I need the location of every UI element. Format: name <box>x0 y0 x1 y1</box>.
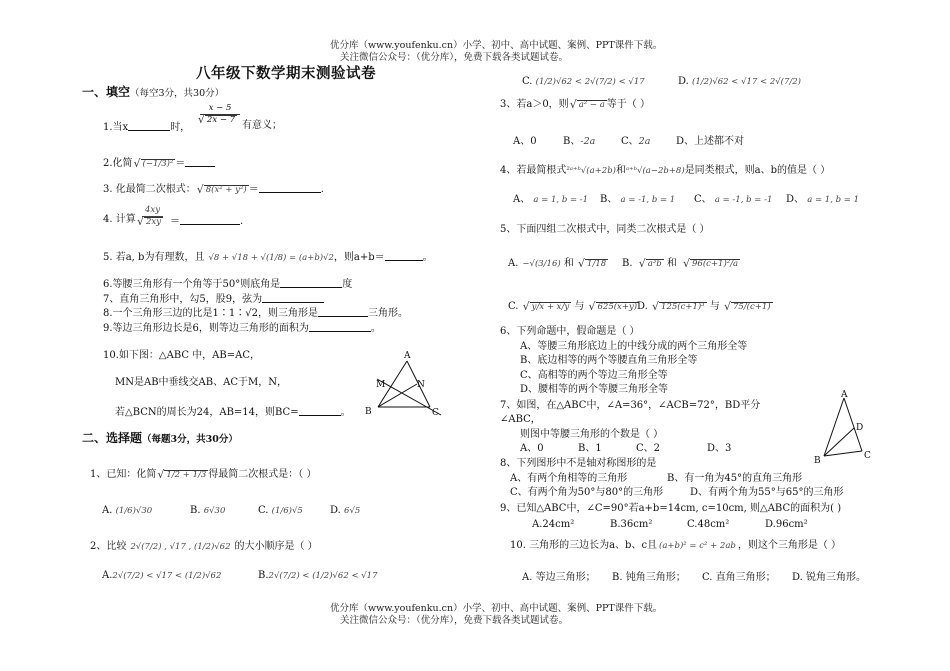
q1-3-blank[interactable] <box>259 182 321 193</box>
q2-2-option-b-value: 2√(7/2) < (1/2)√62 < √17 <box>268 571 378 581</box>
q2-5-option-b[interactable]: B. √ a³b 和 √ 96(c+1)²/a <box>622 258 740 270</box>
question-2-4: 4、若最简根式²ᵃ⁺ᵇ√(a+2b)和ᵃ⁺ᵇ√(a−2b+8)是同类根式，则a、b的值是（ ） <box>500 165 831 176</box>
q1-2-equals: ＝ <box>175 158 186 169</box>
q1-6-blank[interactable] <box>280 277 342 288</box>
q1-1-mid: 时， <box>170 122 191 133</box>
q1-4-fraction <box>142 206 163 228</box>
q1-8-blank[interactable] <box>318 306 368 317</box>
q1-4-prefix: 4. 计算 <box>103 214 136 225</box>
q2-8-option-a[interactable]: A、有两个角相等的三角形 <box>510 473 628 484</box>
question-2-7-line-2: ∠ABC， <box>500 414 541 425</box>
label-c: C <box>432 408 439 418</box>
q1-3-equals: ＝ <box>248 184 259 195</box>
question-1-1 <box>103 120 190 134</box>
q2-8-option-d[interactable]: D、有两个角为55°与65°的三角形 <box>690 487 844 498</box>
q2-10-suffix: ，则这个三角形是（ ） <box>737 540 842 551</box>
q2-2-prefix: 2、比较 <box>90 541 127 552</box>
q2-10-prefix: 10. 三角形的三边长为a、b、c且 <box>510 540 658 551</box>
q1-5-suffix: ，则a+b＝ <box>333 252 385 263</box>
footer-line-1: 优分库（www.youfenku.cn）小学、初中、高中试题、案例、PPT课件下载。 <box>330 603 663 614</box>
q2-2-suffix: 的大小顺序是（ ） <box>234 541 318 552</box>
q1-5-prefix: 5. 若a, b为有理数，且 <box>103 252 205 263</box>
q2-8-option-c[interactable]: C、有两个角为50°与80°的三角形 <box>510 487 664 498</box>
q2-4-option-d[interactable]: D、 a = 1, b = 1 <box>786 194 859 205</box>
label-m: M <box>376 380 386 390</box>
question-1-10-line-2: MN是AB中垂线交AB、AC于M，N， <box>115 377 287 388</box>
q2-9-option-d[interactable]: D.96cm² <box>765 519 808 530</box>
q1-6-suffix: 度 <box>342 279 353 290</box>
q2-1-option-c[interactable]: C. (1/6)√5 <box>258 505 303 516</box>
q2-2-option-b[interactable]: B.2√(7/2) < (1/2)√62 < √17 <box>258 570 378 581</box>
question-1-7 <box>103 292 324 306</box>
question-1-10-line-1: 10.如下图：△ABC 中，AB=AC， <box>103 350 261 361</box>
question-2-8: 8、下列图形中不是轴对称图形的是 <box>500 458 657 469</box>
q1-1-denominator: √ 2x − 7 <box>205 115 237 126</box>
q2-7-option-d[interactable]: D、3 <box>707 443 732 454</box>
q2-6-option-b[interactable]: B、底边相等的两个等腰直角三角形全等 <box>520 355 698 366</box>
label-a: A <box>404 351 411 361</box>
q2-4-suffix: 是同类根式，则a、b的值是（ ） <box>684 165 831 176</box>
label-c: C <box>864 451 871 461</box>
q1-4-denominator: √ 2xy <box>144 217 163 228</box>
footer-line-2: 关注微信公众号：（优分库），免费下载各类试题试卷。 <box>340 615 569 626</box>
question-1-9 <box>103 321 381 335</box>
q2-8-option-b[interactable]: B、有一角为45°的直角三角形 <box>667 473 803 484</box>
section-choice-heading <box>82 432 238 446</box>
section-1-note: （每空3分，共30分） <box>130 88 225 99</box>
question-1-10-line-3: 若△BCN的周长为24，AB=14，则BC= 。 <box>115 407 351 418</box>
q2-7-option-c[interactable]: C、2 <box>636 443 661 454</box>
q2-10-option-b[interactable]: B. 钝角三角形； <box>612 572 686 583</box>
q2-1-option-a-value: (1/6)√30 <box>115 506 153 516</box>
q2-9-option-a[interactable]: A.24cm² <box>532 519 575 530</box>
q2-4-option-b-value: a = -1, b = 1 <box>620 195 676 205</box>
q2-1-option-d[interactable]: D. 6√5 <box>330 505 361 516</box>
q2-4-option-b[interactable]: B、 a = -1, b = 1 <box>600 194 676 205</box>
q2-3-option-b-value: -2a <box>580 136 596 147</box>
side-bc <box>824 451 862 456</box>
q1-6-text: 6.等腰三角形有一个角等于50°则底角是 <box>103 279 281 290</box>
q1-8-text: 8.一个三角形三边的比是1∶1∶√2，则三角形是 <box>103 308 318 319</box>
q2-5-option-a[interactable]: A. −√(3/16) 和 √ 1/18 <box>508 258 608 270</box>
q2-6-option-d[interactable]: D、腰相等的两个等腰三角形全等 <box>520 384 669 395</box>
q1-4-numerator: 4xy <box>142 206 163 217</box>
q2-1-option-b[interactable]: B. 6√30 <box>190 505 226 516</box>
q2-4-and: 和 <box>615 165 626 176</box>
q2-7-option-a[interactable]: A、0 <box>520 443 544 454</box>
question-1-5: 5. 若a, b为有理数，且 √8 + √18 + √(1/8) = (a+b)√2，则a+b＝ 。 <box>103 252 433 263</box>
q2-4-prefix: 4、若最简根式 <box>500 165 567 176</box>
q2-5-option-c[interactable]: C. √ y/x + x/y 与 √ 625(x+y) <box>508 301 639 313</box>
question-1-6 <box>103 277 352 291</box>
q1-9-suffix: 。 <box>370 323 381 334</box>
question-2-7-line-1: 7、如图，在△ABC中，∠A=36°，∠ACB=72°，BD平分 <box>500 400 761 411</box>
q2-10-expression: (a+b)² = c² + 2ab <box>659 541 736 551</box>
q1-4-blank[interactable] <box>180 214 240 225</box>
q2-2-option-d[interactable]: D. (1/2)√62 < √17 < 2√(7/2) <box>678 76 801 87</box>
q1-1-prefix: 1.当x <box>103 122 129 133</box>
q1-1-suffix: 有意义； <box>242 120 282 131</box>
q2-1-option-b-value: 6√30 <box>203 506 226 516</box>
question-1-3: 3. 化最简二次根式：√ 8(x² + y²) ＝ . <box>103 182 324 196</box>
label-b: B <box>365 407 372 417</box>
question-1-8 <box>103 306 408 320</box>
q2-4-option-c[interactable]: C、 a = -1, b = -1 <box>694 194 773 205</box>
q1-2-blank[interactable] <box>185 156 215 167</box>
question-2-9: 9、已知△ABC中，∠C=90°若a+b=14cm, c=10cm, 则△ABC的面积为( ) <box>500 503 842 514</box>
q1-5-expression: √8 + √18 + √(1/8) = (a+b)√2 <box>208 253 334 263</box>
q2-2-option-d-value: (1/2)√62 < √17 < 2√(7/2) <box>692 77 801 87</box>
question-2-5: 5、下面四组二次根式中，同类二次根式是（ ） <box>500 224 710 235</box>
q2-10-option-a[interactable]: A. 等边三角形； <box>522 572 596 583</box>
q1-8-suffix: 三角形。 <box>368 308 408 319</box>
q2-1-option-a[interactable]: A. (1/6)√30 <box>102 505 153 516</box>
section-1-title: 一、填空 <box>82 85 131 99</box>
q1-2-expression: √ (−1/3)² <box>141 159 176 170</box>
q1-1-fraction <box>200 104 240 126</box>
q2-2-option-c[interactable]: C. (1/2)√62 < 2√(7/2) < √17 <box>522 76 645 87</box>
q2-1-prefix: 1、已知：化简 <box>90 469 157 480</box>
q2-4-option-d-value: a = 1, b = 1 <box>807 195 859 205</box>
q1-5-blank[interactable] <box>385 250 423 261</box>
q2-9-option-b[interactable]: B.36cm² <box>610 519 653 530</box>
q2-1-option-d-value: 6√5 <box>344 506 361 516</box>
q2-3-prefix: 3、若a＞0，则 <box>500 99 569 110</box>
q1-9-blank[interactable] <box>309 321 371 332</box>
question-2-1: 1、已知：化简√ 1/2 + 1/3 得最简二次根式是：（ ） <box>90 469 316 481</box>
q1-2-prefix: 2.化简 <box>103 158 133 169</box>
q2-10-option-c[interactable]: C. 直角三角形； <box>702 572 776 583</box>
q2-6-option-a[interactable]: A、等腰三角形底边上的中线分成的两个三角形全等 <box>520 341 748 352</box>
q2-10-option-d[interactable]: D. 锐角三角形。 <box>792 572 867 583</box>
label-n: N <box>417 380 425 390</box>
q2-3-option-c-value: 2a <box>638 136 651 147</box>
q1-1-numerator: x − 5 <box>200 104 240 115</box>
label-b: B <box>814 456 821 466</box>
header-line-1: 优分库（www.youfenku.cn）小学、初中、高中试题、案例、PPT课件下载。 <box>330 40 663 51</box>
q2-3-option-b[interactable]: B、-2a <box>563 136 596 147</box>
question-2-3: 3、若a＞0，则√ a² − a 等于（ ） <box>500 99 650 111</box>
triangle-abc-figure-2 <box>812 388 882 468</box>
section-fill-blank-heading <box>82 86 224 100</box>
q1-7-blank[interactable] <box>262 292 324 303</box>
q2-3-option-d[interactable]: D、上述都不对 <box>676 136 745 147</box>
q1-3-prefix: 3. 化最简二次根式： <box>103 184 196 195</box>
question-2-10 <box>510 540 841 552</box>
q2-7-option-b[interactable]: B、1 <box>578 443 602 454</box>
label-a: A <box>841 390 848 400</box>
q2-2-option-a-value: 2√(7/2) < √17 < (1/2)√62 <box>112 571 222 581</box>
question-2-7-line-3: 则图中等腰三角形的个数是（ ） <box>520 429 664 440</box>
header-line-2: 关注微信公众号：（优分库），免费下载各类试题试卷。 <box>340 52 569 63</box>
triangle-abc-figure-1 <box>355 347 455 422</box>
q1-7-text: 7、直角三角形中，勾5，股9，弦为 <box>103 294 263 305</box>
question-2-2: 2、比较 2√(7/2) , √17 , (1/2)√62 的大小顺序是（ ） <box>90 541 318 552</box>
q1-4-equals: ＝ <box>170 216 180 227</box>
q2-3-option-a[interactable]: A、0 <box>513 136 537 147</box>
question-1-4 <box>103 214 136 226</box>
q2-2-option-a[interactable]: A.2√(7/2) < √17 < (1/2)√62 <box>102 570 222 581</box>
q2-4-option-a-value: a = 1, b = -1 <box>533 195 589 205</box>
question-1-2 <box>103 156 215 170</box>
q2-4-option-c-value: a = -1, b = -1 <box>714 195 773 205</box>
q1-9-text: 9.等边三角形边长是6，则等边三角形的面积为 <box>103 323 309 334</box>
page-title: 八年级下数学期末测验试卷 <box>196 65 376 82</box>
q1-3-expression: √ 8(x² + y²) <box>204 185 249 196</box>
q2-1-suffix: 得最简二次根式是：（ ） <box>208 469 317 480</box>
label-d: D <box>856 423 864 433</box>
q1-10-blank[interactable] <box>299 405 341 416</box>
q2-3-suffix: 等于（ ） <box>606 99 650 110</box>
q2-4-option-a[interactable]: A、 a = 1, b = -1 <box>513 194 589 205</box>
q2-1-option-c-value: (1/6)√5 <box>271 506 303 516</box>
q2-3-option-c[interactable]: C、2a <box>621 136 651 147</box>
q1-10-text: 若△BCN的周长为24，AB=14，则BC= <box>115 407 299 418</box>
section-2-title: 二、选择题 <box>82 431 143 445</box>
q2-6-option-c[interactable]: C、高相等的两个等边三角形全等 <box>520 370 668 381</box>
question-2-6: 6、下列命题中，假命题是（ ） <box>500 326 640 337</box>
q1-4-answer: ＝ . <box>170 216 244 227</box>
q2-5-option-d[interactable]: D. √ 125(c+1)³ 与 √ 75/(c+1) <box>637 301 773 313</box>
q1-1-blank[interactable] <box>128 120 170 131</box>
q2-9-option-c[interactable]: C.48cm² <box>687 519 730 530</box>
section-2-note: （每题3分，共30分） <box>142 434 238 445</box>
q2-2-option-c-value: (1/2)√62 < 2√(7/2) < √17 <box>535 77 645 87</box>
